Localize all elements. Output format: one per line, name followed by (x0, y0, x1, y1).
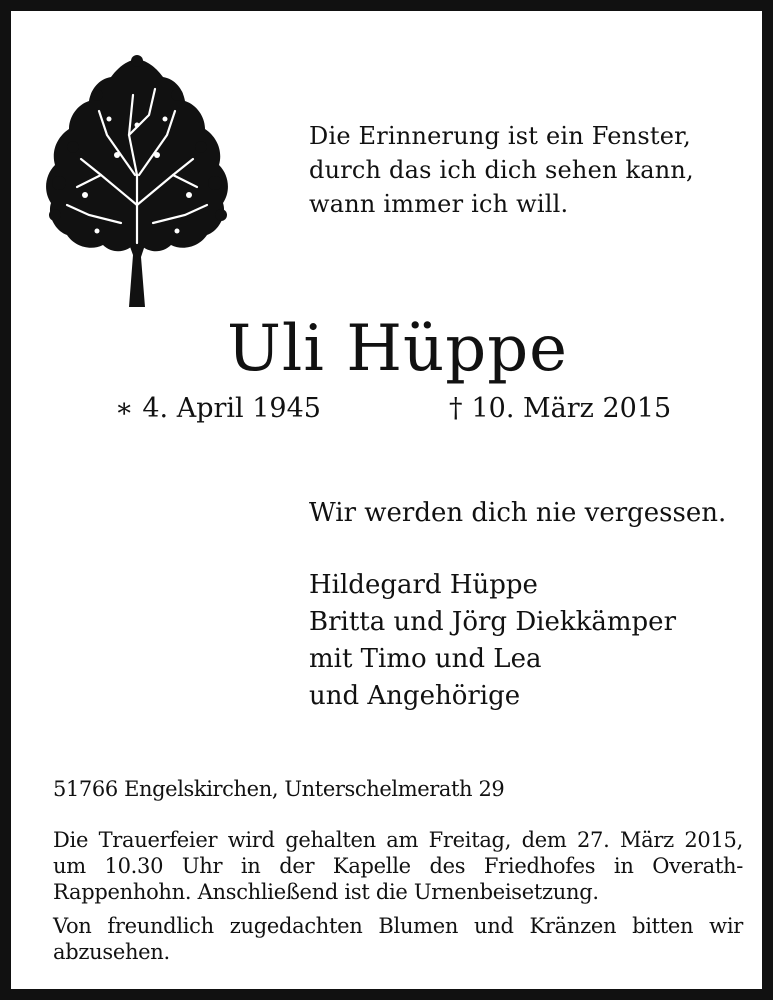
address: 51766 Engelskirchen, Unterschelmerath 29 (53, 777, 505, 801)
motto: Wir werden dich nie vergessen. (309, 498, 727, 528)
death-symbol: † (449, 393, 463, 424)
flowers-request: Von freundlich zugedachten Blumen und Kränzen bitten wir abzusehen. (53, 914, 743, 964)
death-date-line (449, 391, 671, 427)
mourner-line: mit Timo und Lea (309, 644, 542, 674)
birth-symbol: ∗ (115, 393, 134, 424)
deceased-name: Uli Hüppe (226, 312, 569, 386)
mourner-line: Britta und Jörg Diekkämper (309, 607, 676, 637)
mourner-line: und Angehörige (309, 681, 521, 711)
quote-line: wann immer ich will. (309, 190, 569, 218)
funeral-service-info: Die Trauerfeier wird gehalten am Freitag, dem 27. März 2015, um 10.30 Uhr in der Kapelle des Friedhofes in Overath-Rappenhohn. Anschließend ist die Urnenbeisetzung. (53, 828, 743, 904)
tree-icon (37, 55, 237, 307)
death-date: 10. März 2015 (471, 393, 672, 424)
birth-date: 4. April 1945 (142, 393, 321, 424)
mourners-list (309, 567, 676, 715)
quote-line: Die Erinnerung ist ein Fenster, (309, 122, 691, 150)
quote-line: durch das ich dich sehen kann, (309, 156, 694, 184)
mourner-line: Hildegard Hüppe (309, 570, 538, 600)
memorial-quote (309, 119, 694, 221)
birth-date-line (115, 391, 321, 427)
